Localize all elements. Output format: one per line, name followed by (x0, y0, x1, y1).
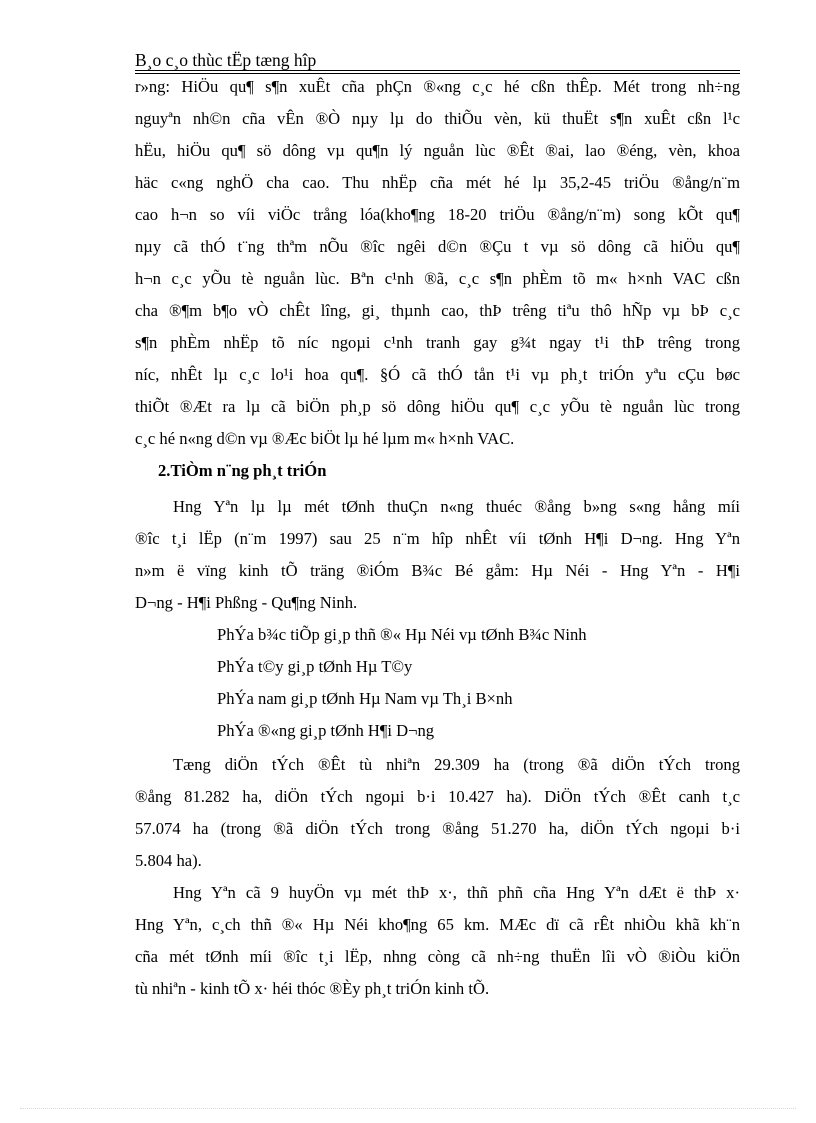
body-line: r»ng: HiÖu qu¶ s¶n xuÊt cña phÇn ®«ng c¸c hé cßn thÊp. Mét trong nh÷ng (135, 77, 740, 96)
body-line: häc c«ng nghÖ cha cao. Thu nhËp cña mét hé lµ 35,2-45 triÖu ®ång/n¨m (135, 173, 740, 192)
body-line: níc, nhÊt lµ c¸c lo¹i hoa qu¶. §Ó cã thÓ tån t¹i vµ ph¸t triÓn yªu cÇu bøc (135, 365, 740, 384)
border-item: PhÝa ®«ng gi¸p tØnh H¶i D¬ng (217, 721, 435, 740)
body-line: nµy cã thÓ t¨ng thªm nÕu ®îc ngêi d©n ®Çu t vµ sö dông cã hiÖu qu¶ (135, 237, 740, 256)
body-line: s¶n phÈm nhËp tõ níc ngoµi c¹nh tranh gay g¾t ngay t¹i thÞ trêng trong (135, 333, 740, 352)
body-line-last: 5.804 ha). (135, 851, 202, 870)
body-line: Hng Yªn, c¸ch thñ ®« Hµ Néi kho¶ng 65 km. MÆc dï cã rÊt nhiÒu khã kh¨n (135, 915, 740, 934)
paragraph-first-line: Hng Yªn lµ lµ mét tØnh thuÇn n«ng thuéc ®ång b»ng s«ng hång míi (173, 497, 740, 516)
body-line: hËu, hiÖu qu¶ sö dông vµ qu¶n lý nguån lùc ®Êt ®ai, lao ®éng, vèn, khoa (135, 141, 740, 160)
border-item: PhÝa b¾c tiÕp gi¸p thñ ®« Hµ Néi vµ tØnh B¾c Ninh (217, 625, 587, 644)
body-line: n»m ë vïng kinh tÕ träng ®iÓm B¾c Bé gåm: Hµ Néi - Hng Yªn - H¶i (135, 561, 740, 580)
border-item: PhÝa t©y gi¸p tØnh Hµ T©y (217, 657, 413, 676)
header-rule-bottom (135, 73, 740, 74)
body-line: cha ®¶m b¶o vÒ chÊt lîng, gi¸ thµnh cao, thÞ trêng tiªu thô hÑp vµ bÞ c¸c (135, 301, 740, 320)
body-line: cña mét tØnh míi ®îc t¸i lËp, nhng còng cã nh÷ng thuËn lîi vÒ ®iÒu kiÖn (135, 947, 740, 966)
border-item: PhÝa nam gi¸p tØnh Hµ Nam vµ Th¸i B×nh (217, 689, 513, 708)
body-line: h¬n c¸c yÕu tè nguån lùc. Bªn c¹nh ®ã, c¸c s¶n phÈm tõ m« h×nh VAC cßn (135, 269, 740, 288)
header-rule-top (135, 70, 740, 71)
body-line-last: D¬ng - H¶i Phßng - Qu¶ng Ninh. (135, 593, 358, 612)
body-line: ®îc t¸i lËp (n¨m 1997) sau 25 n¨m hîp nhÊt víi tØnh H¶i D¬ng. Hng Yªn (135, 529, 740, 548)
body-line-last: c¸c hé n«ng d©n vµ ®Æc biÖt lµ hé lµm m« h×nh VAC. (135, 429, 515, 448)
page-bottom-divider (20, 1108, 796, 1109)
body-line-last: tù nhiªn - kinh tÕ x· héi thóc ®Èy ph¸t triÓn kinh tÕ. (135, 979, 490, 998)
page-header-title: B¸o c¸o thùc tËp tæng hîp (135, 50, 317, 70)
paragraph-first-line: Tæng diÖn tÝch ®Êt tù nhiªn 29.309 ha (trong ®ã diÖn tÝch trong (173, 755, 740, 774)
body-line: 57.074 ha (trong ®ã diÖn tÝch trong ®ång 51.270 ha, diÖn tÝch ngoµi b·i (135, 819, 740, 838)
section-heading: 2.TiÒm n¨ng ph¸t triÓn (158, 461, 327, 480)
paragraph-first-line: Hng Yªn cã 9 huyÖn vµ mét thÞ x·, thñ phñ cña Hng Yªn dÆt ë thÞ x· (173, 883, 740, 902)
body-line: thiÕt ®Æt ra lµ cã biÖn ph¸p sö dông hiÖu qu¶ c¸c yÕu tè nguån lùc trong (135, 397, 740, 416)
body-line: ®ång 81.282 ha, diÖn tÝch ngoµi b·i 10.427 ha). DiÖn tÝch ®Êt canh t¸c (135, 787, 740, 806)
body-line: cao h¬n so víi viÖc trång lóa(kho¶ng 18-20 triÖu ®ång/n¨m) song kÕt qu¶ (135, 205, 740, 224)
body-line: nguyªn nh©n cña vÊn ®Ò nµy lµ do thiÕu vèn, kü thuËt s¶n xuÊt cßn l¹c (135, 109, 740, 128)
